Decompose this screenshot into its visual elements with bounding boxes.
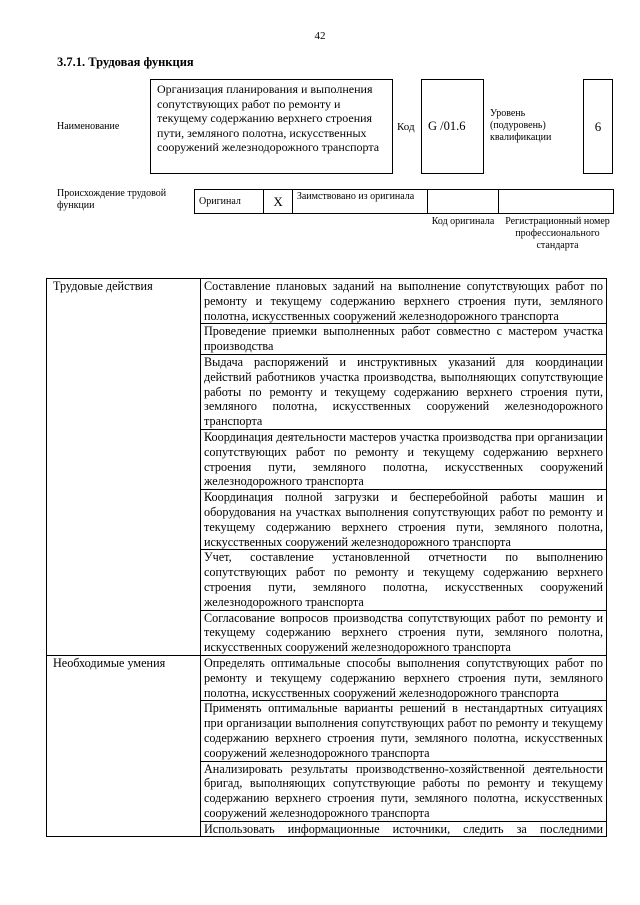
table-row: Координация деятельности мастеров участка производства при организации сопутствующих работ по ремонту и текущему содержанию верхнего строения пути, земляного полотна, искусственных сооружений железнодорожного транспорта [201, 429, 607, 489]
reg-number-cell [498, 190, 613, 214]
code-original-cell [428, 190, 498, 214]
section-title: Необходимые умения [47, 655, 201, 837]
table-row: Проведение приемки выполненных работ совместно с мастером участка производства [201, 324, 607, 355]
table-row: Учет, составление установленной отчетности по выполнению сопутствующих работ по ремонту и текущему содержанию верхнего строения пути, земляного полотна, искусственных сооружений железнодорожного транспорта [201, 550, 607, 610]
table-row: Согласование вопросов производства сопутствующих работ по ремонту и текущему содержанию верхнего строения пути, земляного полотна, искусственных сооружений железнодорожного транспорта [201, 610, 607, 655]
borrowed-label: Заимствовано из оригинала [292, 190, 428, 214]
origin-label: Происхождение трудовой функции [57, 188, 167, 211]
code-caption: Код оригинала [431, 216, 495, 227]
code-label: Код [397, 121, 415, 133]
original-mark: X [264, 190, 293, 214]
name-label: Наименование [57, 121, 120, 132]
page-number: 42 [314, 30, 326, 42]
origin-table [194, 189, 614, 214]
table-row: Составление плановых заданий на выполнение сопутствующих работ по ремонту и текущему содержанию верхнего строения пути, земляного полотна, искусственных сооружений железнодорожного транспорта [201, 279, 607, 324]
original-label: Оригинал [195, 190, 264, 214]
table-row: Определять оптимальные способы выполнения сопутствующих работ по ремонту и текущему содержанию верхнего строения пути, земляного полотна, искусственных сооружений железнодорожного транспорта [201, 655, 607, 700]
level-label: Уровень (подуровень) квалификации [490, 108, 552, 143]
table-row: Выдача распоряжений и инструктивных указаний для координации действий работников участка производства, выполняющих сопутствующие работы по ремонту и текущему содержанию верхнего строения пути, земляного полотна, искусственных сооружений железнодорожного транспорта [201, 354, 607, 429]
level-value-box: 6 [583, 79, 613, 174]
code-value-box: G /01.6 [421, 79, 484, 174]
section-title: Трудовые действия [47, 279, 201, 656]
function-name-box: Организация планирования и выполнения сопутствующих работ по ремонту и текущему содержанию верхнего строения пути, земляного полотна, искусственных сооружений железнодорожного транспорта [150, 79, 393, 174]
labor-function-table [46, 278, 607, 837]
section-heading: 3.7.1. Трудовая функция [57, 55, 194, 69]
reg-caption: Регистрационный номер профессионального стандарта [505, 216, 610, 251]
table-row: Использовать информационные источники, следить за последними [201, 821, 607, 837]
table-row: Применять оптимальные варианты решений в нестандартных ситуациях при организации выполнения сопутствующих работ по ремонту и текущему содержанию верхнего строения пути, земляного полотна, искусственных сооружений железнодорожного транспорта [201, 701, 607, 761]
table-row: Координация полной загрузки и бесперебойной работы машин и оборудования на участках выполнения сопутствующих работ по ремонту и текущему содержанию верхнего строения пути, земляного полотна, искусственных сооружений железнодорожного транспорта [201, 490, 607, 550]
table-row: Анализировать результаты производственно-хозяйственной деятельности бригад, выполняющих сопутствующие работы по ремонту и текущему содержанию верхнего строения пути, земляного полотна, искусственных сооружений железнодорожного транспорта [201, 761, 607, 821]
